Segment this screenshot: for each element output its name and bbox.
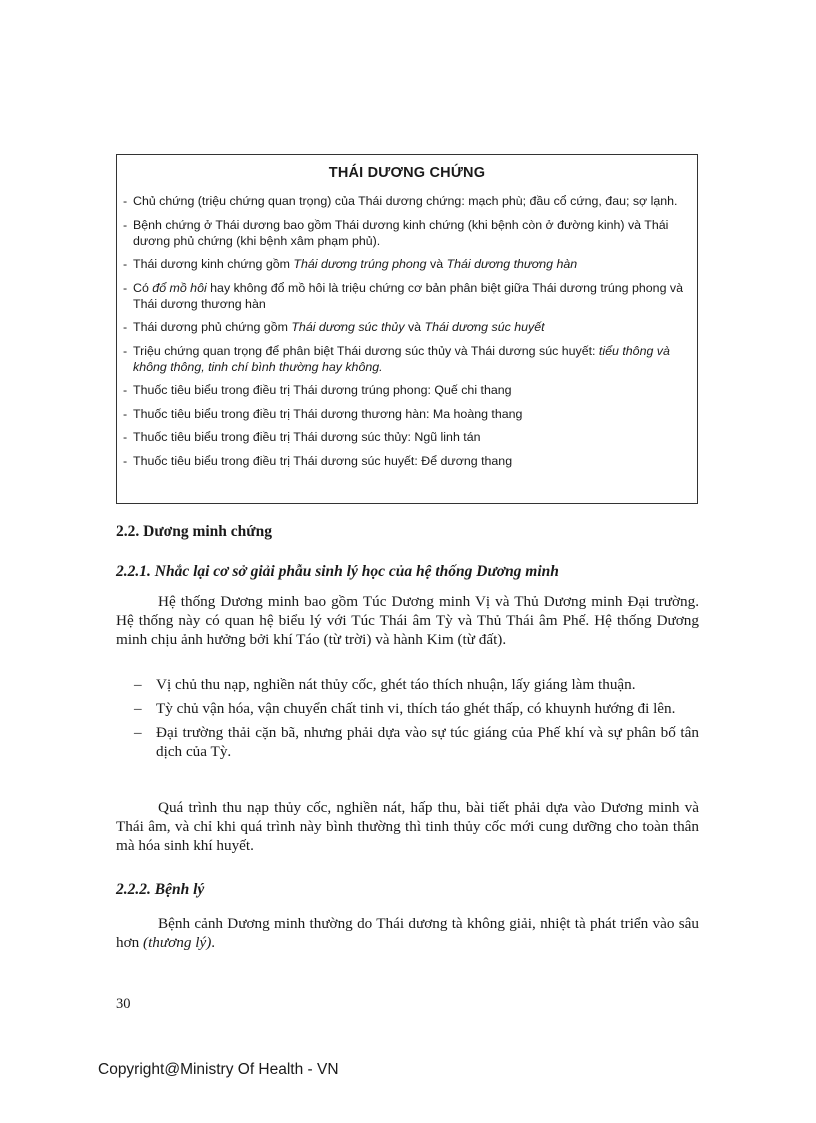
box-item-dash: -: [123, 406, 128, 421]
box-item-text: Có: [133, 280, 153, 295]
box-item-text: hay không đổ mồ hôi là triệu chứng cơ bản phân biệt giữa Thái dương trúng phong và Thái dương thương hàn: [133, 280, 683, 311]
bullet-list: [116, 675, 699, 766]
paragraph-digestion: Quá trình thu nạp thủy cốc, nghiền nát, hấp thu, bài tiết phải dựa vào Dương minh và Thái âm, và chỉ khi quá trình này bình thường thì tinh thủy cốc mới cung dưỡng cho toàn thân mà hóa sinh khí huyết.: [116, 799, 699, 854]
box-list-item: [117, 319, 697, 335]
box-item-dash: -: [123, 320, 128, 334]
box-item-dash: -: [123, 383, 128, 397]
box-list-item: [117, 382, 697, 398]
box-item-dash: -: [123, 343, 128, 358]
box-list-item: [117, 217, 697, 249]
box-item-text: Thuốc tiêu biểu trong điều trị Thái dương thương hàn: Ma hoàng thang: [133, 406, 523, 421]
box-item-dash: -: [123, 430, 128, 444]
box-item-text: và: [426, 257, 447, 271]
page-number: 30: [116, 996, 131, 1012]
box-item-emphasis: Thái dương súc thủy: [291, 320, 405, 334]
box-item-text: Thái dương kinh chứng gồm: [133, 257, 294, 271]
box-item-emphasis: Thái dương súc huyết: [424, 320, 545, 334]
section-heading-2-2-1: 2.2.1. Nhắc lại cơ sở giải phẫu sinh lý học của hệ thống Dương minh: [116, 563, 559, 580]
box-item-dash: -: [123, 257, 128, 271]
box-item-emphasis: đổ mồ hôi: [152, 280, 207, 295]
list-item: [116, 699, 699, 718]
box-item-dash: -: [123, 280, 128, 295]
box-item-dash: -: [123, 194, 128, 208]
bullet-dash: –: [134, 724, 142, 741]
bullet-text: Vị chủ thu nạp, nghiền nát thủy cốc, ghét táo thích nhuận, lấy giáng làm thuận.: [156, 676, 636, 693]
box-item-emphasis: tiểu thông và không thông, tinh chí bình thường hay không.: [133, 343, 670, 374]
bullet-text: Đại trường thải cặn bã, nhưng phải dựa vào sự túc giáng của Phế khí và sự phân bố tân dịch của Tỳ.: [156, 724, 699, 760]
bullet-dash: –: [134, 700, 142, 717]
box-item-text: Thái dương phủ chứng gồm: [133, 320, 292, 334]
paragraph-pathology: [116, 914, 699, 952]
box-item-text: Triệu chứng quan trọng để phân biệt Thái dương súc thủy và Thái dương súc huyết:: [133, 343, 599, 358]
bullet-text: Tỳ chủ vận hóa, vận chuyển chất tinh vi, thích táo ghét thấp, có khuynh hướng đi lên.: [156, 700, 676, 717]
pathology-italic: (thương lý): [143, 934, 212, 951]
box-item-text: Thuốc tiêu biểu trong điều trị Thái dương súc huyết: Để dương thang: [133, 453, 513, 468]
summary-box-list: [117, 193, 697, 469]
box-item-text: Thuốc tiêu biểu trong điều trị Thái dương trúng phong: Quế chi thang: [133, 383, 512, 397]
copyright-notice: Copyright@Ministry Of Health - VN: [98, 1061, 339, 1078]
list-item: [116, 723, 699, 761]
box-list-item: [117, 429, 697, 445]
box-item-text: Bệnh chứng ở Thái dương bao gồm Thái dương kinh chứng (khi bệnh còn ở đường kinh) và Thái dương phủ chứng (khi bệnh xâm phạm phủ).: [133, 217, 669, 248]
pathology-text: Bệnh cảnh Dương minh thường do Thái dương tà không giải, nhiệt tà phát triển vào sâu hơn: [116, 915, 699, 951]
box-list-item: [117, 343, 697, 375]
box-item-text: và: [404, 320, 425, 334]
pathology-end: .: [211, 934, 216, 951]
section-heading-2-2-2: 2.2.2. Bệnh lý: [116, 881, 205, 898]
box-list-item: [117, 280, 697, 312]
box-item-emphasis: Thái dương trúng phong: [293, 257, 427, 271]
box-list-item: [117, 256, 697, 272]
box-item-dash: -: [123, 217, 128, 232]
bullet-dash: –: [134, 676, 142, 693]
paragraph-anatomy: Hệ thống Dương minh bao gồm Túc Dương minh Vị và Thủ Dương minh Đại trường. Hệ thống này có quan hệ biểu lý với Túc Thái âm Tỳ và Thủ Thái âm Phế. Hệ thống Dương minh chịu ảnh hưởng bởi khí Táo (từ trời) và hành Kim (từ đất).: [116, 593, 699, 648]
box-item-text: Chủ chứng (triệu chứng quan trọng) của Thái dương chứng: mạch phù; đầu cổ cứng, đau; sợ lạnh.: [133, 194, 678, 208]
box-item-dash: -: [123, 453, 128, 468]
list-item: [116, 675, 699, 694]
section-heading-2-2: 2.2. Dương minh chứng: [116, 523, 272, 540]
box-item-emphasis: Thái dương thương hàn: [446, 257, 578, 271]
summary-box-title: THÁI DƯƠNG CHỨNG: [328, 165, 486, 181]
box-list-item: [117, 193, 697, 209]
summary-box: [116, 154, 698, 504]
box-list-item: [117, 453, 697, 469]
box-item-text: Thuốc tiêu biểu trong điều trị Thái dương súc thủy: Ngũ linh tán: [133, 430, 481, 444]
box-list-item: [117, 406, 697, 422]
